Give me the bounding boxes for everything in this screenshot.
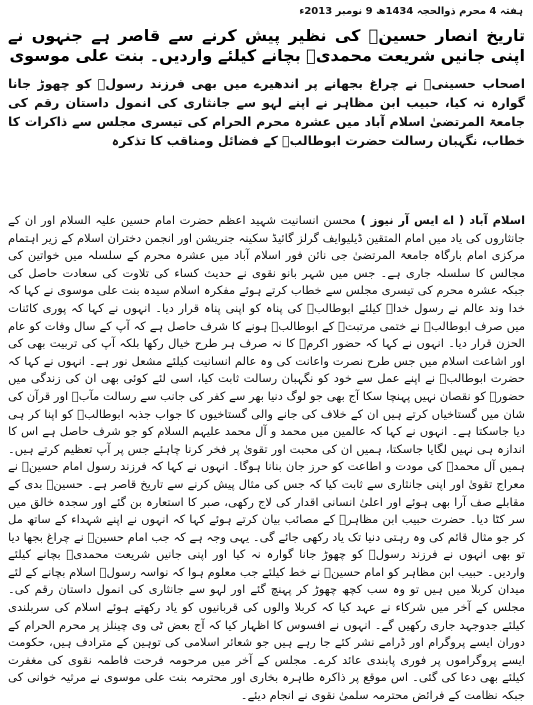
body-dateline: اسلام آباد ( اے ایس آر نیوز ) [360,213,526,227]
dateline: ہفتہ 4 محرم ذوالحجہ 1434ھ 9 نومبر 2013ء [299,6,523,17]
article-body [8,212,525,705]
headline: تاریخ انصار حسینؑ کی نظیر پیش کرنے سے قاصر ہے جنہوں نے اپنی جانیں شریعت محمدیؐ بچانے کیلئے واردیں۔ بنت علی موسوی [8,26,525,65]
intro-summary: اصحاب حسینیؑ نے چراغ بجھانے پر اندھیرے میں بھی فرزند رسولؐ کو چھوڑ جانا گوارہ نہ کیا، حبیب ابن مظاہر نے اپنے لہو سے جانثاری کی انمول داستان رقم کی جامعۃ المرتضیٰ اسلام آباد میں عشرہ محرم الحرام کی تیسری مجلس سے ذاکرات کا خطاب، نگہبان رسالت حضرت ابوطالبؑ کے فضائل ومناقب کا تذکرہ [8,76,525,148]
article-paragraph [8,212,525,705]
body-text: محسن انسانیت شہید اعظم حضرت امام حسین علیہ السلام اور ان کے جانثاروں کی یاد میں امام المتقین ڈیلیوایف گرلز گائیڈ سکینہ جنریشن اور انجمن دختران اسلام کے زیر اہتمام مرکزی امام بارگاہ جامعۃ المرتضیٰ جی نائن فور اسلام آباد میں عشرہ محرم کے سلسلہ میں خواتین کی مجالس کا سلسلہ جاری ہے۔ جس میں شہر بانو نقوی نے حدیث کساء کی تلاوت کی سعادت حاصل کی جبکہ عشرہ محرم کی تیسری مجلس سے خطاب کرتے ہوئے مفکرہ اسلام سیدہ بنت علی موسوی نے کہا کہ خدا وند عالم نے رسول خداؐ کیلئے ابوطالبؑ کی پناہ کو اپنی پناہ قرار دیا۔ انہوں نے کہا کہ پوری کائنات میں صرف ابوطالبؑ نے ختمی مرتبتؐ کے ابوطالبؑ ہونے کا شرف حاصل ہے کہ آپ کے سال وفات کو عام الحزن قرار دیا۔ انہوں نے کہا کہ حضور اکرمؐ کا نہ صرف ہر طرح خیال رکھا بلکہ آپ کی تربیت بھی کی اور اشاعت اسلام میں جس طرح نصرت واعانت کی وہ عالم انسانیت کیلئے مشعل نور ہے۔ انہوں نے کہا کہ حضرت ابوطالبؑ نے اپنے عمل سے خود کو نگہبان رسالت ثابت کیا، اسی لئے کوئی بھی ان کی زندگی میں حضورؐ کو نقصان نہیں پہنچا سکا آج بھی جو لوگ دنیا بھر سے کفر کی جانب سے رسالت مآبؐ اور قرآن کی شان میں گستاخیاں کرتے ہیں ان کے خلاف کی جانے والی گستاخیوں کا جواب جذبہ ابوطالبؑ کو اپنا کر ہی دیا جاسکتا ہے۔ انہوں نے کہا کہ عالمین میں محمد و آل محمد علیہم السلام کو جو شرف حاصل ہے اس کا اندازہ ہی نہیں لگایا جاسکتا، ہمیں ان کی محبت اور تقویٰ پر فخر کرنا چاہئے جس پر آپ تعظیم کرتے ہیں۔ ہمیں آل محمدؐ کی مودت و اطاعت کو حرز جان بنانا ہوگا۔ انہوں نے کہا کہ فرزند رسول امام حسینؑ نے معراج تقویٰ اور اپنی جانثاری سے ثابت کیا کہ جس کی مثال پیش کرنے سے تاریخ قاصر ہے۔ حسینؑ بدی کے مقابلے صف آرا بھی ہوئے اور اعلیٰ انسانی اقدار کی لاج رکھی، صبر کا استعارہ بن گئے اور سجدہ خالق میں سر کٹا دیا۔ حضرت حبیب ابن مظاہرؓ کے مصائب بیان کرتے ہوئے کہا کہ انہوں نے اپنے شہداء کے ساتھ مل کر جو مثال قائم کی وہ رہتی دنیا تک یاد رکھی جائے گی۔ یہی وجہ ہے کہ جب امام حسینؑ نے چراغ بجھا دیا تو بھی انہوں نے فرزند رسولؐ کو چھوڑ جانا گوارہ نہ کیا اور اپنی جانیں شریعت محمدیؐ بچانے کیلئے واردیں۔ حبیب ابن مظاہر کو امام حسینؑ نے خط کیلئے جب معلوم ہوا کہ نواسہ رسولؐ اسلام بچانے کے لئے میدان کربلا میں ہیں تو وہ سب کچھ چھوڑ کر پہنچ گئے اور لہو سے جانثاری کی انمول داستان رقم کی۔ مجلس کے آخر میں شرکاء نے عہد کیا کہ کربلا والوں کی قربانیوں کو یاد رکھتے ہوئے اسلام کی سربلندی کیلئے جدوجہد جاری رکھیں گے۔ انہوں نے افسوس کا اظہار کیا کہ آج بعض ٹی وی چینلز پر محرم الحرام کے دوران ایسے پروگرام اور ڈرامے نشر کئے جا رہے ہیں جو شعائر اسلامی کی توہین کے مترادف ہیں، حکومت ایسے پروگراموں پر فوری پابندی عائد کرے۔ مجلس کے آخر میں مرحومہ فرحت فاطمہ نقوی کی مغفرت کیلئے بھی دعا کی گئی۔ اس موقع پر ذاکرہ طاہرہ بخاری اور محترمہ بنت علی موسوی نے مرثیہ خوانی کی جبکہ نظامت کے فرائض محترمہ سلمیٰ نقوی نے انجام دیئے۔ [8,213,525,703]
